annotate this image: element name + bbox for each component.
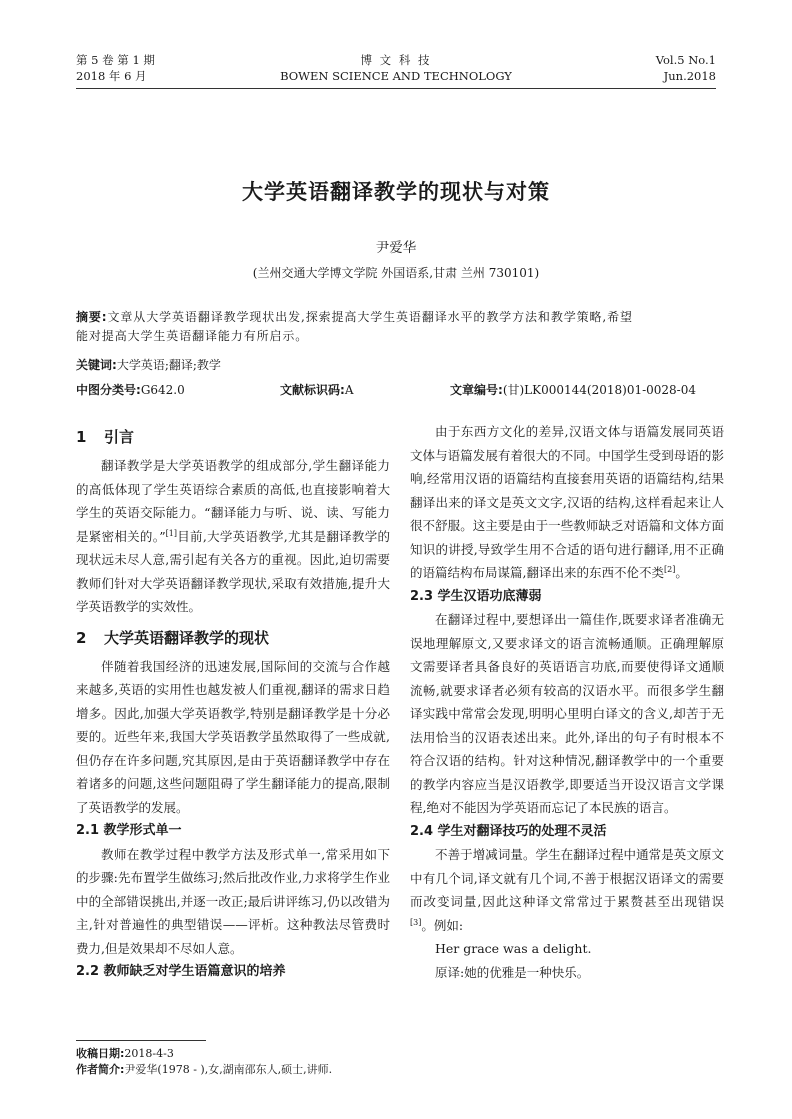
paragraph [76,454,390,619]
received-date [76,1046,174,1061]
document-code [280,381,353,398]
author-affiliation: (兰州交通大学博文学院 外国语系,甘肃 兰州 730101) [252,266,540,280]
paragraph-text: 。例如: [421,917,464,933]
citation: [1] [165,528,177,538]
example-source: Her grace was a delight. [435,941,592,956]
citation: [2] [663,564,676,574]
abstract-label: 摘要: [76,310,108,324]
subsection-heading: 2.2 教师缺乏对学生语篇意识的培养 [76,964,286,979]
abstract-text-line1: 文章从大学英语翻译教学现状出发,探索提高大学生英语翻译水平的教学方法和教学策略,希望 [107,310,633,324]
classification-row [76,381,716,400]
section-heading [76,621,390,655]
clc-label: 中图分类号: [76,383,141,397]
publication-date-en: Jun.2018 [663,69,716,83]
section-number: 2 [76,628,87,647]
article-no-label: 文章编号: [450,383,503,397]
keywords-text: 大学英语;翻译;教学 [116,358,221,372]
volume-issue-en: Vol.5 No.1 [655,53,716,67]
author-bio [76,1062,332,1077]
section-title: 引言 [104,428,135,446]
right-column [410,420,724,984]
paragraph-text: 不善于增减词量。学生在翻译过程中通常是英文原文中有几个词,译文就有几个词,不善于根据汉语译文的需要而改变词量,因此这种译文常常过于累赘甚至出现错误 [410,847,724,909]
clc-value: G642.0 [140,383,185,397]
section-heading [76,420,390,454]
paragraph [410,843,724,937]
citation: [3] [410,917,422,927]
author-bio-label: 作者简介: [76,1063,125,1076]
footnote-divider [76,1040,206,1041]
abstract [76,308,716,346]
paragraph-text: 翻译教学是大学英语教学的组成部分,学生翻译能力的高低体现了学生英语综合素质的高低,也直接影响着大学生的英语交际能力。“翻译能力与听、说、读、写能力是紧密相关的。” [76,458,390,544]
subsection-heading: 2.3 学生汉语功底薄弱 [410,588,542,604]
received-value: 2018-4-3 [124,1047,174,1060]
clc-number [76,381,185,398]
journal-name-cn: 博 文 科 技 [360,53,432,67]
article-title: 大学英语翻译教学的现状与对策 [242,179,550,204]
paragraph-text: 目前,大学英语教学,尤其是翻译教学的现状远未尽人意,需引起有关各方的重视。因此,迫切需要教师们针对大学英语翻译教学现状,采取有效措施,提升大学英语教学的实效性。 [76,528,390,614]
subsection-heading: 2.1 教学形式单一 [76,823,182,838]
journal-name-en: BOWEN SCIENCE AND TECHNOLOGY [280,69,512,83]
paragraph-text: 由于东西方文化的差异,汉语文体与语篇发展同英语文体与语篇发展有着很大的不同。中国学生受到母语的影响,经常用汉语的语篇结构直接套用英语的语篇结构,结果翻译出来的译文是英文文字,汉语的结构,这样看起来让人很不舒服。这主要是由于一些教师缺乏对语篇和文体方面知识的讲授,导致学生用不合适的语句进行翻译,用不正确的语篇结构布局谋篇,翻译出来的东西不伦不类 [410,424,724,580]
left-column [76,420,390,984]
paragraph [410,420,724,585]
section-number: 1 [76,428,87,446]
abstract-text-line2: 能对提高大学生英语翻译能力有所启示。 [76,329,309,343]
author-bio-value: 尹爱华(1978 - ),女,湖南邵东人,硕士,讲师. [124,1063,333,1076]
received-label: 收稿日期: [76,1047,125,1060]
keywords [76,356,716,375]
journal-volume-info-en [656,52,716,84]
subsection-heading: 2.4 学生对翻译技巧的处理不灵活 [410,823,607,839]
article-number [450,381,696,398]
header-divider [76,88,716,89]
doc-code-value: A [344,383,354,397]
article-no-value: (甘)LK000144(2018)01-0028-04 [502,383,697,397]
volume-issue: 第 5 卷 第 1 期 [76,53,155,67]
publication-date: 2018 年 6 月 [76,69,147,83]
paragraph-text: 。 [675,565,688,580]
author-name: 尹爱华 [375,240,417,256]
doc-code-label: 文献标识码: [280,383,345,397]
section-title: 大学英语翻译教学的现状 [104,628,270,647]
paragraph: 在翻译过程中,要想译出一篇佳作,既要求译者准确无误地理解原文,又要求译文的语言流畅通顺。正确理解原文需要译者具备良好的英语语言功底,而要使得译文通顺流畅,就要求译者必须有较高的汉语水平。而很多学生翻译实践中常常会发现,明明心里明白译文的含义,却苦于无法用恰当的汉语表述出来。此外,译出的句子有时根本不符合汉语的结构。针对这种情况,翻译教学中的一个重要的教学内容应当是汉语教学,即要适当开设汉语言文学课程,绝对不能因为学英语而忘记了本民族的语言。 [410,612,724,815]
example-translation: 原译:她的优雅是一种快乐。 [435,964,590,980]
paragraph: 教师在教学过程中教学方法及形式单一,常采用如下的步骤:先布置学生做练习;然后批改作业,力求将学生作业中的全部错误挑出,并逐一改正;最后讲评练习,仍以改错为主,针对普遍性的典型错误——评析。这种教法尽管费时费力,但是效果却不尽如人意。 [76,846,390,956]
keywords-label: 关键词: [76,358,117,372]
paragraph: 伴随着我国经济的迅速发展,国际间的交流与合作越来越多,英语的实用性也越发被人们重视,翻译的需求日趋增多。因此,加强大学英语教学,特别是翻译教学是十分必要的。近些年来,我国大学英语教学虽然取得了一些成就,但仍存在许多问题,究其原因,是由于英语翻译教学中存在着诸多的问题,这些问题阻碍了学生翻译能力的提高,限制了英语教学的发展。 [76,658,390,815]
